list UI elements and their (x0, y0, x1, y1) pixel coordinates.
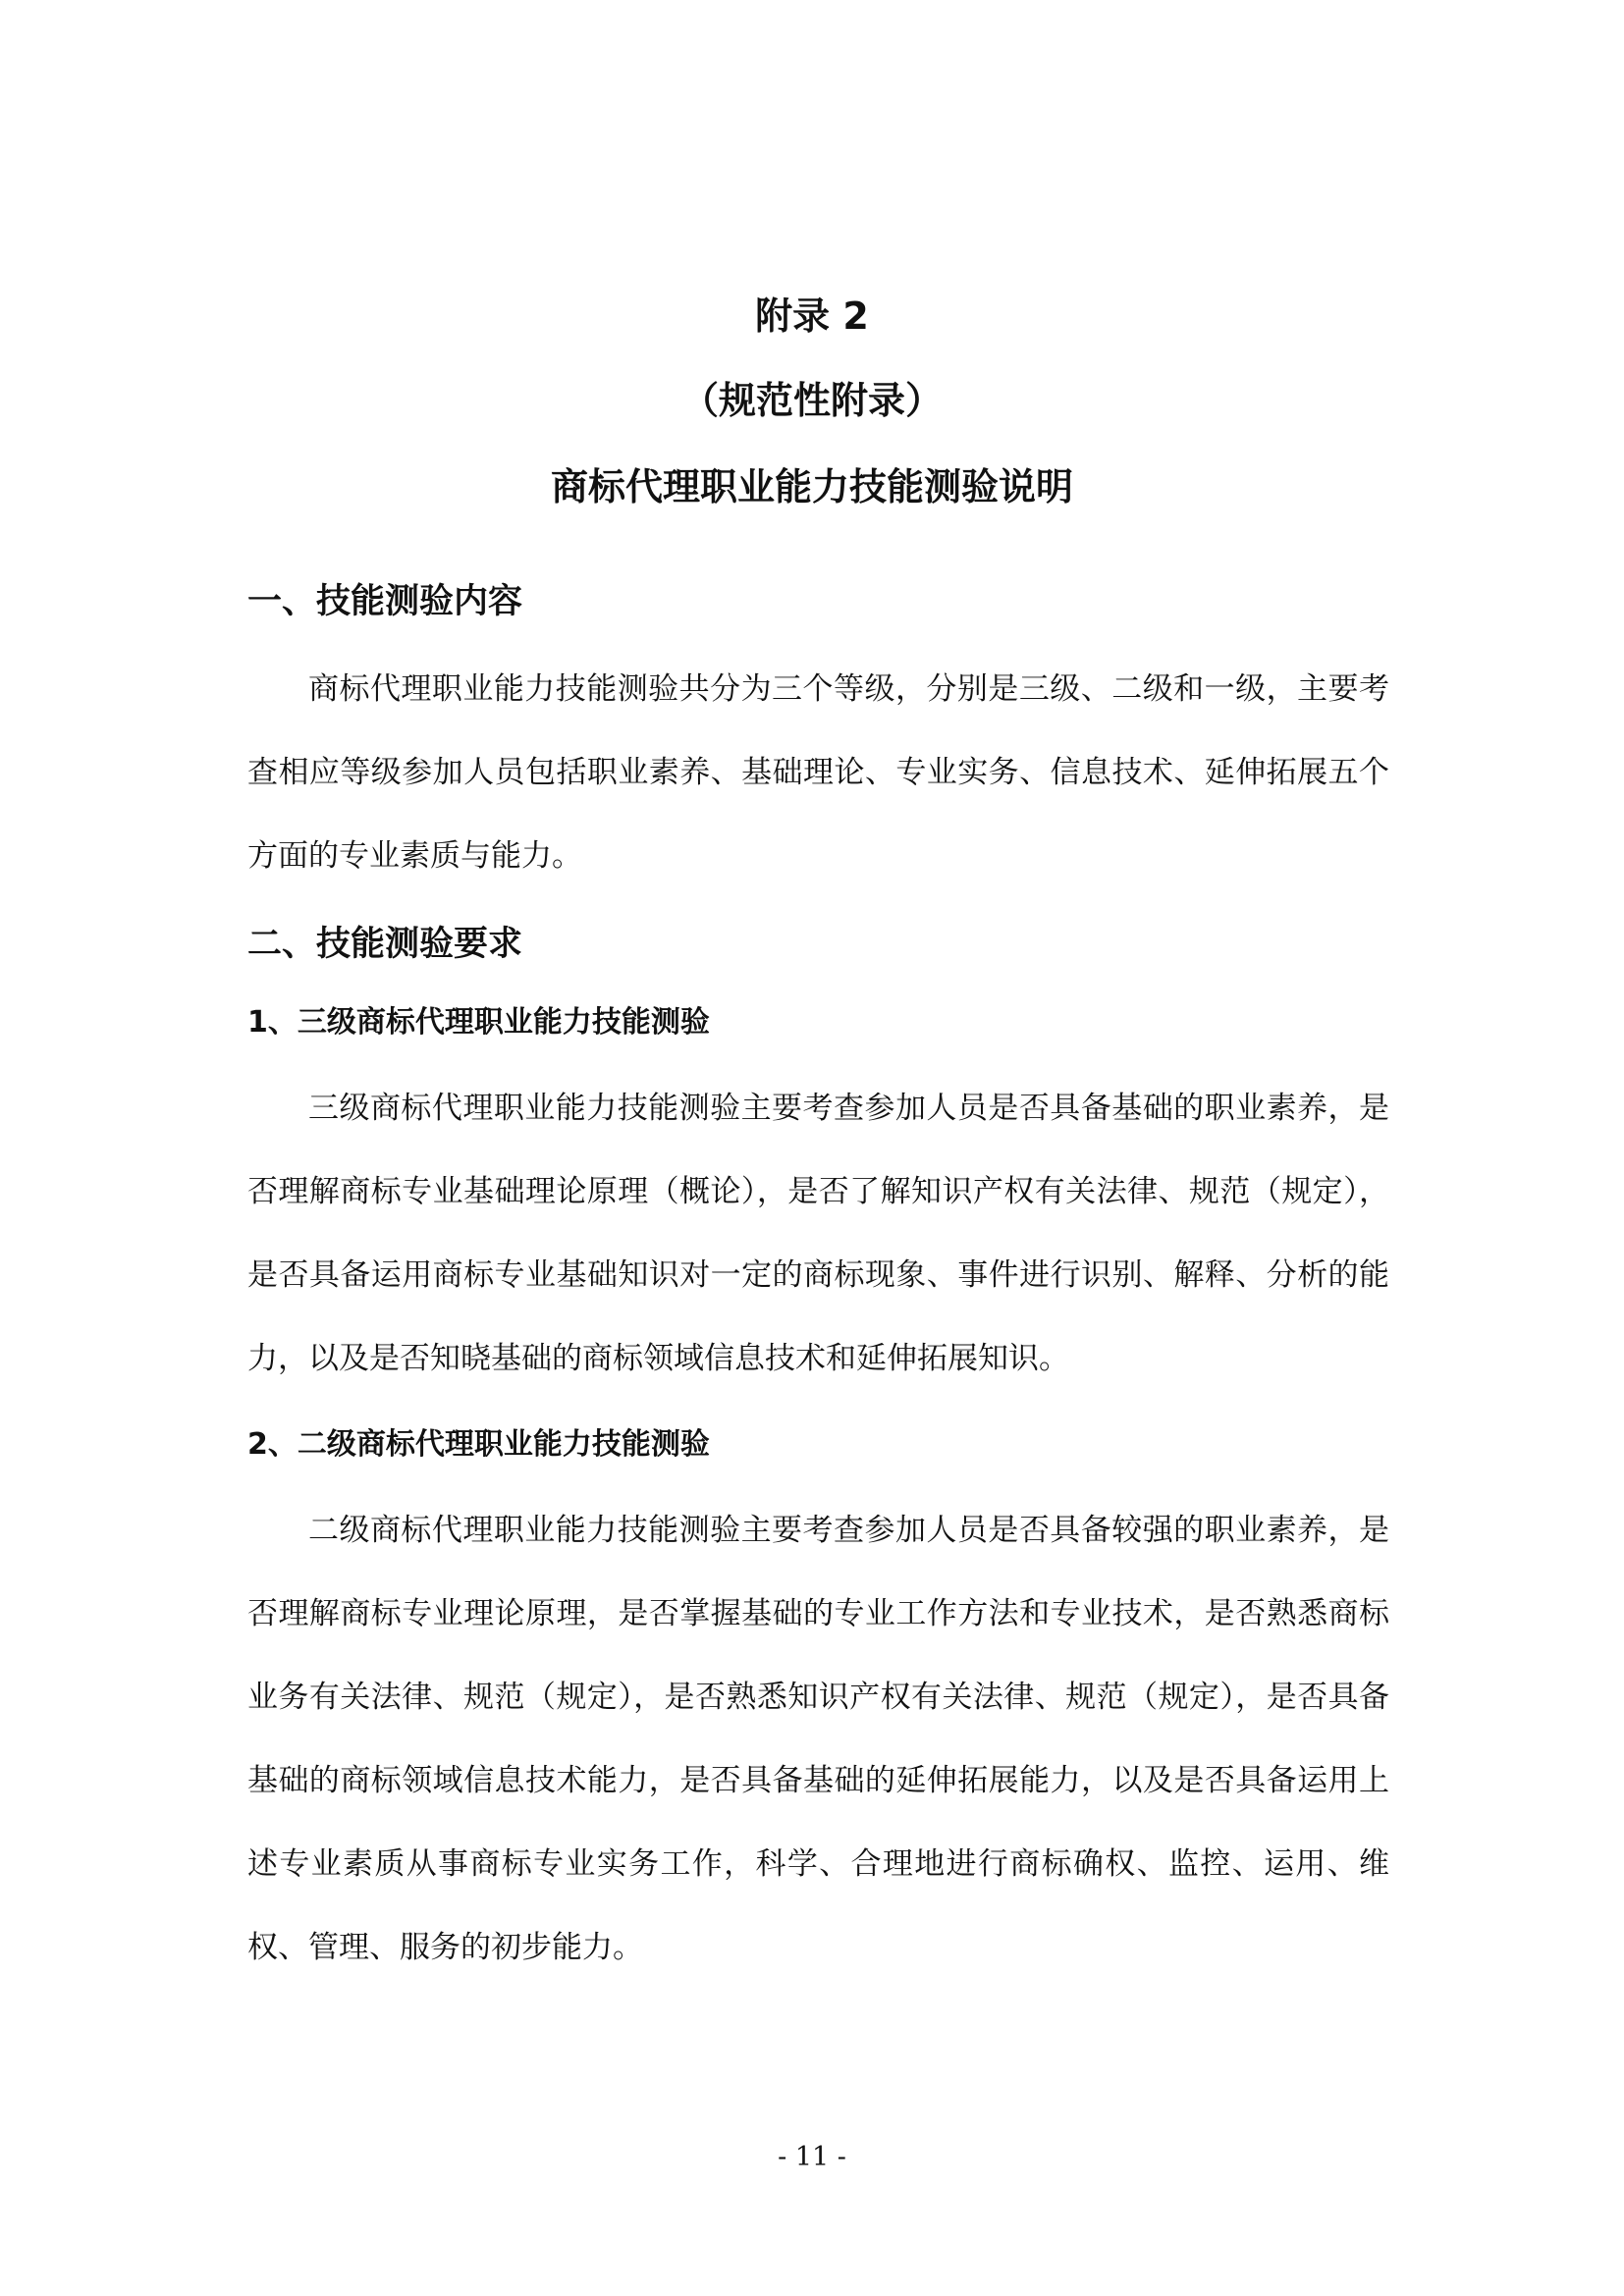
subsection-paragraph-level2: 二级商标代理职业能力技能测验主要考查参加人员是否具备较强的职业素养，是否理解商标专业理论原理，是否掌握基础的专业工作方法和专业技术，是否熟悉商标业务有关法律、规范（规定），是否熟悉知识产权有关法律、规范（规定），是否具备基础的商标领域信息技术能力，是否具备基础的延伸拓展能力，以及是否具备运用上述专业素质从事商标专业实务工作，科学、合理地进行商标确权、监控、运用、维权、管理、服务的初步能力。 (247, 1513, 1389, 1965)
document-body (247, 573, 1389, 1990)
document-title: 商标代理职业能力技能测验说明 (550, 465, 1073, 508)
appendix-type: （规范性附录） (680, 379, 943, 422)
section-paragraph-content: 商标代理职业能力技能测验共分为三个等级，分别是三级、二级和一级，主要考查相应等级参加人员包括职业素养、基础理论、专业实务、信息技术、延伸拓展五个方面的专业素质与能力。 (247, 671, 1389, 874)
subsection-heading-level2: 2、二级商标代理职业能力技能测验 (247, 1427, 710, 1462)
appendix-number: 附录 2 (755, 294, 869, 338)
subsection-heading-level3: 1、三级商标代理职业能力技能测验 (247, 1005, 710, 1040)
page-number: - 11 - (778, 2142, 846, 2172)
section-heading-content: 一、技能测验内容 (247, 582, 523, 621)
subsection-paragraph-level3: 三级商标代理职业能力技能测验主要考查参加人员是否具备基础的职业素养，是否理解商标专业基础理论原理（概论），是否了解知识产权有关法律、规范（规定），是否具备运用商标专业基础知识对一定的商标现象、事件进行识别、解释、分析的能力，以及是否知晓基础的商标领域信息技术和延伸拓展知识。 (247, 1091, 1389, 1376)
section-heading-requirements: 二、技能测验要求 (247, 925, 523, 964)
